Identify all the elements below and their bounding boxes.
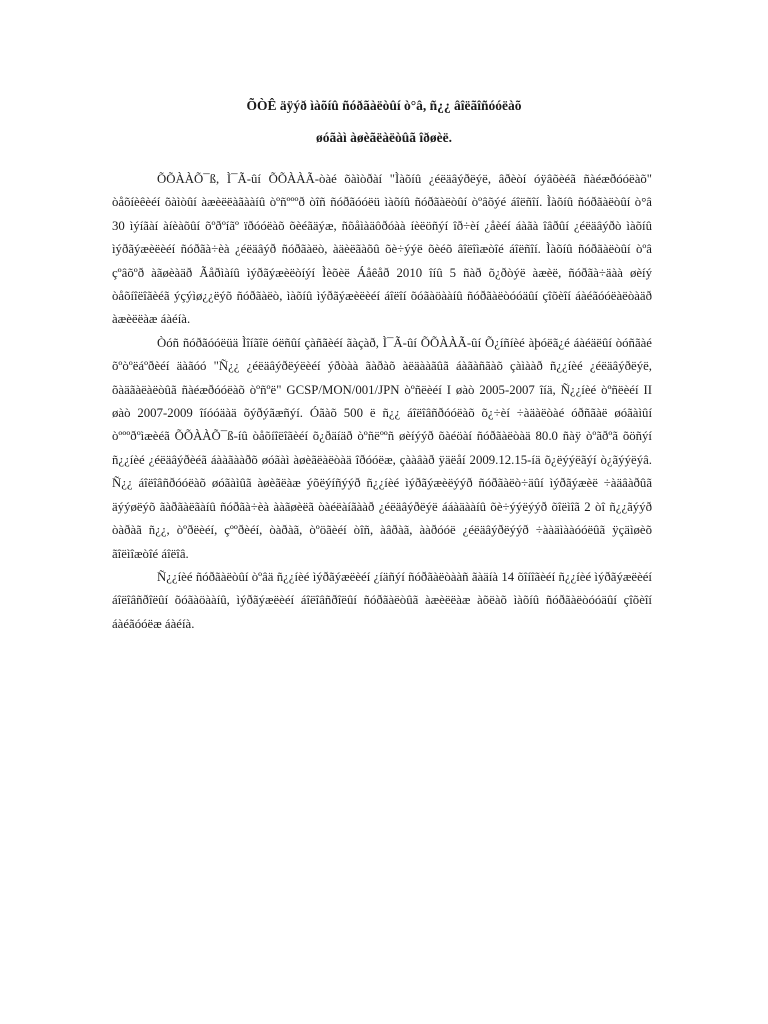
document-title <box>0 90 768 154</box>
title-line-1: ÕÒÊ äÿýð ìàõíû ñóðãàëòûí ò°â, ñ¿¿ âîëãîñóóëàõ <box>246 98 522 113</box>
title-line-2: øóãàì àøèãëàëòûã îðøèë. <box>315 130 453 145</box>
paragraph-1: ÕÕÀÀÕ¯ß, Ì¯Ã-ûí ÕÕÀÀÃ-òàé õàìòðàí "Ìàõíû ¿éëäâýðëýë, âðèòí óÿâõèéã ñàéæðóóëàõ" òåõíèêèéí õàìòûí àæèëëàãààíû òºñºººð òîñ ñóðãóóëü ìàõíû ñóðãàëòûí òºâõýé áîëñîí. Ìàõíû ñóðãàëòûí ò°â 30 ìýíãàí àíèàõûí õºðºíãº ïðóóëàõ õèéãäýæ, ñõåìàäôðóàà íèëöñýí îð÷èí ¿åèéí áàãà îâðûí ¿éëäâýðò ìàõíû ìýðãýæèëèéí ñóðãà÷èà ¿éëäâýð ñóðãàëò, àäèëãàõû õè÷ýýë õèéõ âîëîìæòîé áîëñîí. Ìàõíû ñóðãàëòûí òºâ çºâõºð àãøèàäð Ãåðìàíû ìýðãýæèëòíýí Ìèõèë Áåêåð 2010 îíû 5 ñàð õ¿ðòýë àæèë, ñóðãà÷äàà øèíý òåõíîëîãèéã ýçýìø¿¿ëýõ ñóðãàëò, ìàõíû ìýðãýæèëèéí áîëîí õóãàöààíû ñóðãàëòóóäûí çîõèîí áàéãóóëàëòàäð àæèëëàæ áàéíà. <box>112 172 652 327</box>
paragraph-3: Ñ¿¿íèé ñóðãàëòûí òºâä ñ¿¿íèé ìýðãýæëèéí ¿íäñýí ñóðãàëòààñ ãàäíà 14 õîíîãèéí ñ¿¿íèé ìýðãýæëèéí áîëîâñðîëûí õóãàöààíû, ìýðãýæëèéí áîëîâñðîëûí ñóðãàëòûã àæèëëàæ àõëàõ ìàõíû ñóðãàëòóóäûí çîõèîí áàéãóóëæ áàéíà. <box>112 569 652 631</box>
document-body <box>112 168 652 636</box>
paragraph-2: Òóñ ñóðãóóëüä Ìîíãîë óëñûí çàñãèéí ãàçàð, Ì¯Ã-ûí ÕÕÀÀÃ-ûí Õ¿íñíèé àþóëã¿é áàéäëûí òóñãàé õºòºëáºðèéí äàãóó "Ñ¿¿ ¿éëäâýðëýëèéí ýðòàà ãàðàõ àëäààãûã áàãàñãàõ çàìààð ñ¿¿íèé ¿éëäâýðëýë, õàäãàëàëòûã ñàéæðóóëàõ òºñºë" GCSP/MON/001/JPN òºñëèéí I øàò 2005-2007 îíä, Ñ¿¿íèé òºñëèéí II øàò 2007-2009 îíóóäàä õýðýãæñýí. Óãàõ 500 ë ñ¿¿ áîëîâñðóóëàõ õ¿÷èí ÷àäàëòàé óðñãàë øóãàìûí òºººðºìæèéã ÕÕÀÀÕ¯ß-íû òåõíîëîãèéí õ¿ðäíäð òºñëººñ øèíýýð õàéöàí ñóðãàëòàä 80.0 ñàÿ òºãðºã õöñýí ñ¿¿íèé ¿éëäâýðèéã áààãààðõ øóãàì àøèãëàëòàä îðóóëæ, çààâàð ÿäëåí 2009.12.15-íä õ¿ëýýëãýí ò¿ãýýëýâ. Ñ¿¿ áîëîâñðóóëàõ øóãàìûã àøèãëàæ ýõëýíñýýð ñ¿¿íèé ìýðãýæèëýýð ñóðãàëò÷äûí ìýðãýæèë ÷àäâàðûã äýýøëýõ ãàðãàëãàíû ñóðãà÷èà ààãøèëã òàéëàíãààð ¿éëäâýðëýë ááàäààíû õè÷ýýëýýð õîëìîã 2 òî ñ¿¿ãýýð òàðàã ñ¿¿, òºðëèéí, çººðèéí, òàðàã, òºöãèéí òîñ, àâðàã, ààðóóë ¿éëäâýðëýýð ÷ààäìààóóëûã ÿçäìøèõ ãîëìîæòîé áîëîâ. <box>112 335 652 561</box>
